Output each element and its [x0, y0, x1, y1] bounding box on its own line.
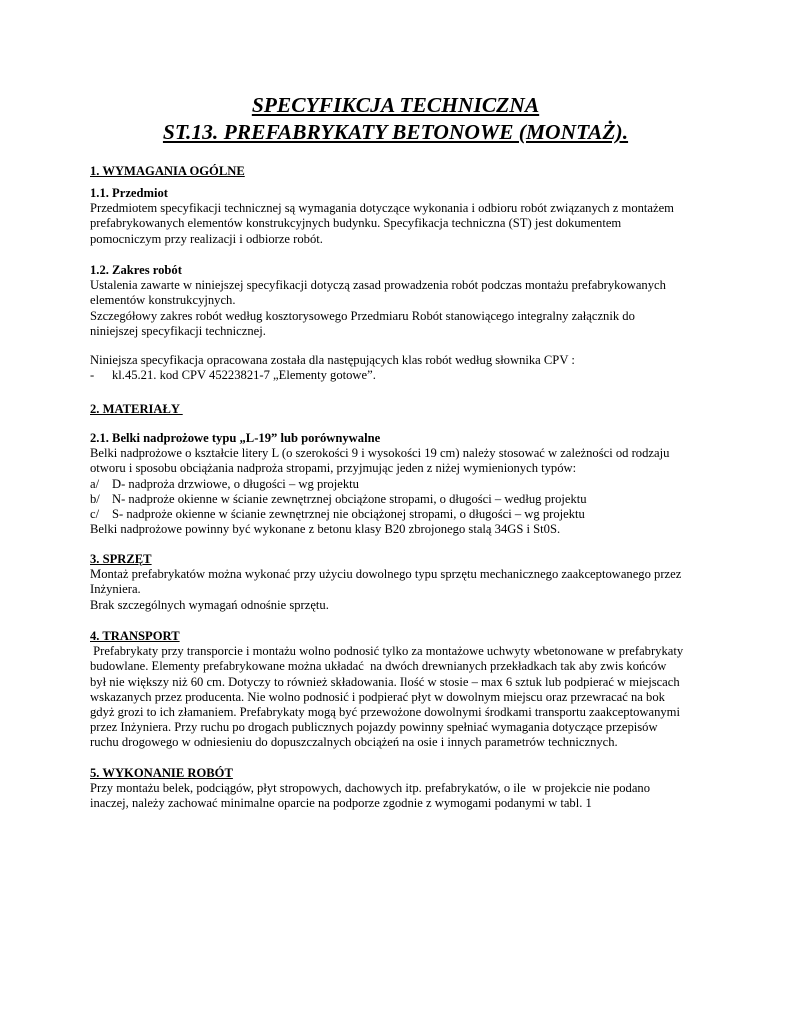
paragraph-line: Belki nadprożowe powinny być wykonane z betonu klasy B20 zbrojonego stalą 34GS i St0S. — [90, 522, 561, 537]
section-1-1 — [90, 186, 730, 247]
paragraph-line: niniejszej specyfikacji technicznej. — [90, 323, 266, 338]
paragraph-line: Brak szczególnych wymagań odnośnie sprzętu. — [90, 597, 329, 612]
paragraph-line: inaczej, należy zachować minimalne oparcie na podporze zgodnie z wymogami podanymi w tabl. 1 — [90, 796, 592, 811]
paragraph-line: ruchu drogowego w odniesieniu do dopuszczalnych obciążeń na osie i innych parametrów technicznych. — [90, 735, 618, 750]
paragraph-line: otworu i sposobu obciążania nadproża stropami, przyjmując jeden z niżej wymienionych typów: — [90, 461, 577, 476]
paragraph-line: Belki nadprożowe o kształcie litery L (o szerokości 9 i wysokości 19 cm) należy stosować w zależności od rodzaju — [90, 446, 670, 461]
subsection-heading: 2.1. Belki nadprożowe typu „L-19” lub porównywalne — [90, 431, 381, 445]
paragraph-line: Przedmiotem specyfikacji technicznej są wymagania dotyczące wykonania i odbioru robót związanych z montażem — [90, 201, 674, 216]
section-4 — [90, 629, 730, 751]
paragraph-line: Montaż prefabrykatów można wykonać przy użyciu dowolnego typu sprzętu mechanicznego zaakceptowanego przez — [90, 567, 682, 582]
paragraph-line: Ustalenia zawarte w niniejszej specyfikacji dotyczą zasad prowadzenia robót podczas montażu prefabrykowanych — [90, 278, 666, 293]
section-1-heading: 1. WYMAGANIA OGÓLNE — [90, 164, 245, 178]
subsection-heading: 1.2. Zakres robót — [90, 263, 182, 277]
document-title-line-1: SPECYFIKCJA TECHNICZNA — [251, 93, 540, 117]
paragraph-line: prefabrykowanych elementów konstrukcyjnych budynku. Specyfikacja techniczna (ST) jest dokumentem — [90, 216, 622, 231]
list-item-text: S- nadproże okienne w ścianie zewnętrznej nie obciążonej stropami, o długości – wg projektu — [112, 507, 585, 522]
list-item — [90, 477, 730, 492]
section-2-1 — [90, 431, 730, 537]
paragraph-line: Prefabrykaty przy transporcie i montażu wolno podnosić tylko za montażowe uchwyty wbetonowane w prefabrykaty — [90, 644, 684, 659]
list-marker: a/ — [90, 476, 100, 491]
list-item-text: D- nadproża drzwiowe, o długości – wg projektu — [112, 476, 359, 491]
paragraph-line: Szczegółowy zakres robót według kosztorysowego Przedmiaru Robót stanowiącego integralny załącznik do — [90, 308, 635, 323]
cpv-item-text: kl.45.21. kod CPV 45223821-7 „Elementy gotowe”. — [112, 368, 376, 383]
section-heading: 4. TRANSPORT — [90, 629, 180, 643]
cpv-intro: Niniejsza specyfikacja opracowana została dla następujących klas robót według słownika CPV : — [90, 353, 575, 367]
paragraph-line: przez Inżyniera. Przy ruchu po drogach publicznych pojazdy powinny spełniać wymagania dotyczące przepisów — [90, 720, 658, 735]
section-3 — [90, 552, 730, 613]
paragraph-line: był nie większy niż 60 cm. Dotyczy to również składowania. Ilość w stosie – max 6 sztuk lub podpierać w miejscach — [90, 674, 680, 689]
paragraph-line: budowlane. Elementy prefabrykowane można układać na dwóch drewnianych przekładkach tak aby zwis końców — [90, 659, 667, 674]
section-heading: 5. WYKONANIE ROBÓT — [90, 766, 233, 780]
paragraph-line: elementów konstrukcyjnych. — [90, 293, 236, 308]
section-heading: 3. SPRZĘT — [90, 552, 152, 566]
paragraph-line: wskazanych przez producenta. Nie wolno podnosić i podpierać płyt w dowolnym miejscu oraz przewracać na bok — [90, 689, 665, 704]
paragraph-line: Inżyniera. — [90, 582, 141, 597]
cpv-block — [90, 353, 730, 383]
list-marker: c/ — [90, 507, 100, 522]
list-item — [90, 507, 730, 522]
document-title-line-2: ST.13. PREFABRYKATY BETONOWE (MONTAŻ). — [162, 120, 629, 144]
section-2-heading: 2. MATERIAŁY — [90, 402, 183, 416]
subsection-heading: 1.1. Przedmiot — [90, 186, 168, 200]
list-item — [90, 492, 730, 507]
paragraph-line: Przy montażu belek, podciągów, płyt stropowych, dachowych itp. prefabrykatów, o ile w projekcie nie podano — [90, 781, 651, 796]
paragraph-line: pomocniczym przy realizacji i odbiorze robót. — [90, 231, 323, 246]
list-dash: - — [90, 368, 95, 383]
section-1-2 — [90, 263, 730, 339]
cpv-list-item — [90, 368, 730, 383]
list-marker: b/ — [90, 491, 100, 506]
paragraph-line: gdyż grozi to ich złamaniem. Prefabrykaty mogą być przewożone dowolnymi środkami transportu zaakceptowanymi — [90, 705, 680, 720]
section-5 — [90, 766, 730, 812]
list-item-text: N- nadproże okienne w ścianie zewnętrznej obciążone stropami, o długości – według projektu — [112, 491, 587, 506]
